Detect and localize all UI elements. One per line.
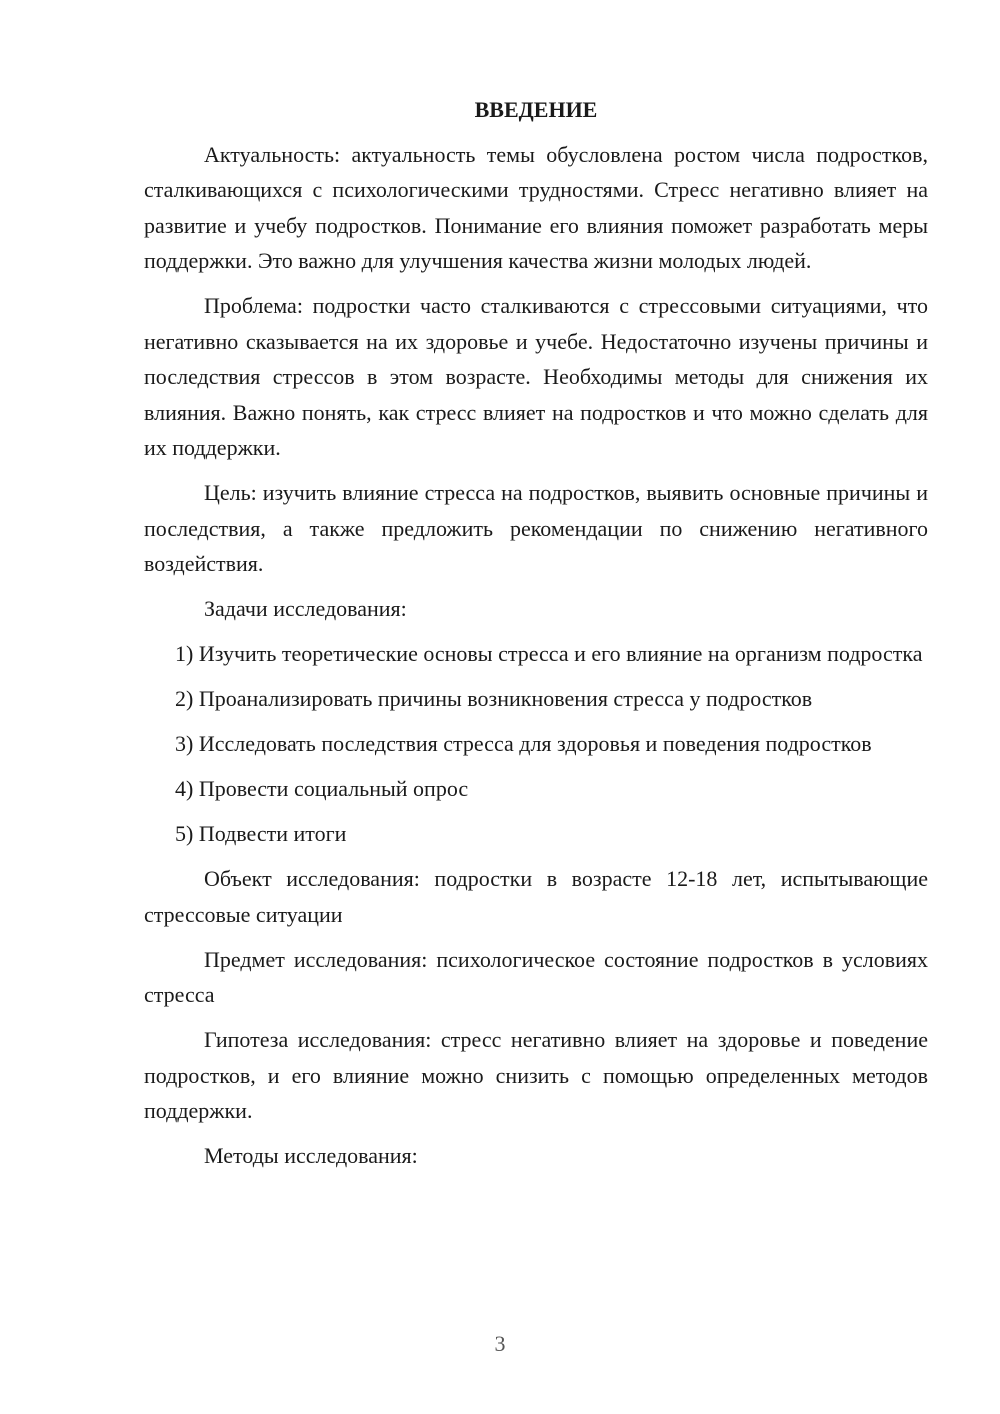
paragraph-object: Объект исследования: подростки в возрасте 12-18 лет, испытывающие стрессовые ситуации [144,866,928,927]
methods-title: Методы исследования: [204,1143,418,1168]
task-item-5: 5) Подвести итоги [175,821,347,846]
paragraph-relevance: Актуальность: актуальность темы обусловлена ростом числа подростков, сталкивающихся с психологическими трудностями. Стресс негативно влияет на развитие и учебу подростков. Понимание его влияния поможет разработать меры поддержки. Это важно для улучшения качества жизни молодых людей. [144,141,928,273]
task-item-2: 2) Проанализировать причины возникновения стресса у подростков [175,686,813,711]
page-number: 3 [494,1331,506,1356]
task-item-3: 3) Исследовать последствия стресса для здоровья и поведения подростков [175,731,872,756]
task-item-4: 4) Провести социальный опрос [175,776,469,801]
paragraph-problem: Проблема: подростки часто сталкиваются с стрессовыми ситуациями, что негативно сказывается на их здоровье и учебе. Недостаточно изучены причины и последствия стрессов в этом возрасте. Необходимы методы для снижения их влияния. Важно понять, как стресс влияет на подростков и что можно сделать для их поддержки. [144,293,928,460]
paragraph-goal: Цель: изучить влияние стресса на подростков, выявить основные причины и последствия, а также предложить рекомендации по снижению негативного воздействия. [144,480,928,576]
tasks-title: Задачи исследования: [204,596,407,621]
paragraph-subject: Предмет исследования: психологическое состояние подростков в условиях стресса [144,946,928,1007]
page-content [144,92,928,1174]
paragraph-hypothesis: Гипотеза исследования: стресс негативно влияет на здоровье и поведение подростков, и его влияние можно снизить с помощью определенных методов поддержки. [144,1027,928,1123]
page-title: ВВЕДЕНИЕ [474,97,598,122]
task-item-1: 1) Изучить теоретические основы стресса и его влияние на организм подростка [175,641,923,666]
